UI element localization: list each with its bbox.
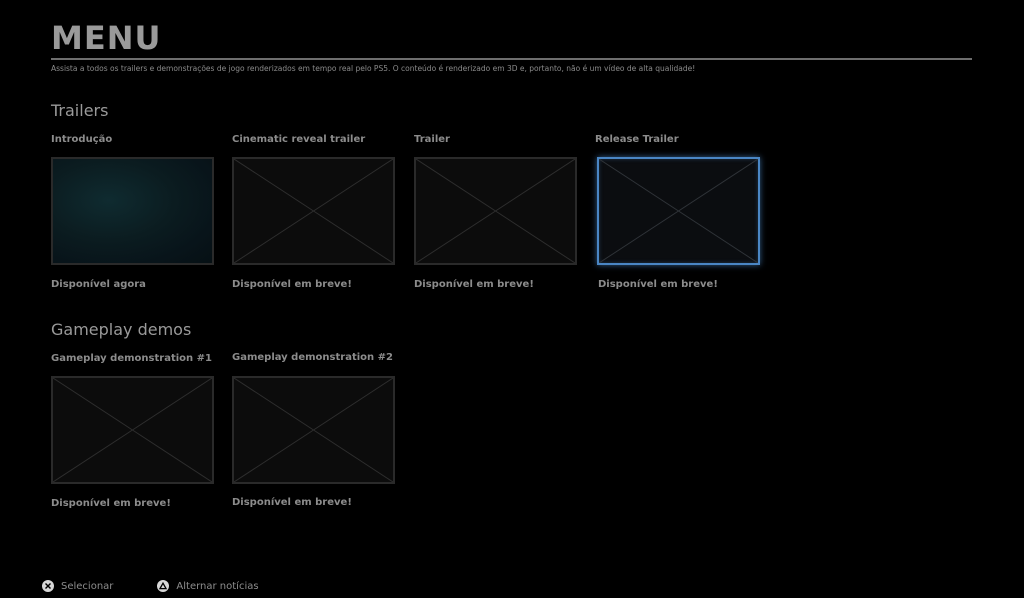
video-card-status: Disponível em breve! (51, 498, 171, 509)
placeholder-cross-icon (416, 159, 575, 263)
placeholder-cross-icon (234, 378, 393, 482)
video-thumbnail-placeholder[interactable] (51, 376, 214, 484)
video-card-cinematic-reveal-trailer[interactable] (232, 133, 400, 290)
cross-button-icon (42, 580, 54, 592)
video-card-label: Gameplay demonstration #1 (51, 353, 212, 364)
toggle-news-action-label: Alternar notícias (176, 580, 259, 592)
select-action-label: Selecionar (61, 580, 114, 592)
placeholder-cross-icon (234, 159, 393, 263)
placeholder-cross-icon (53, 378, 212, 482)
header-divider (51, 58, 972, 60)
video-card-label: Cinematic reveal trailer (232, 134, 366, 145)
video-card-status: Disponível em breve! (232, 279, 352, 290)
video-card-introducao[interactable] (51, 133, 219, 290)
page-subtitle: Assista a todos os trailers e demonstrações de jogo renderizados em tempo real pelo PS5. O conteúdo é renderizado em 3D e, portanto, não é um vídeo de alta qualidade! (51, 64, 696, 73)
page-title: MENU (51, 19, 162, 57)
video-thumbnail-placeholder-selected[interactable] (597, 157, 760, 265)
video-card-gameplay-demonstration-2[interactable] (232, 351, 400, 508)
video-card-status: Disponível em breve! (598, 279, 718, 290)
controls-footer (42, 580, 303, 592)
video-card-gameplay-demonstration-1[interactable] (51, 352, 219, 509)
video-thumbnail-placeholder[interactable] (414, 157, 577, 265)
header (51, 18, 972, 73)
section-title-trailers: Trailers (51, 101, 109, 120)
video-card-status: Disponível agora (51, 279, 146, 290)
video-card-label: Trailer (414, 134, 450, 145)
toggle-news-action[interactable] (157, 580, 258, 592)
video-card-label: Release Trailer (595, 134, 679, 145)
video-card-label: Introdução (51, 134, 113, 145)
video-card-trailer[interactable] (414, 133, 582, 290)
placeholder-cross-icon (599, 159, 758, 263)
video-card-label: Gameplay demonstration #2 (232, 352, 393, 363)
video-card-status: Disponível em breve! (232, 497, 352, 508)
video-thumbnail[interactable] (51, 157, 214, 265)
video-card-status: Disponível em breve! (414, 279, 534, 290)
section-title-gameplay-demos: Gameplay demos (51, 320, 192, 339)
video-card-release-trailer[interactable] (595, 133, 763, 290)
triangle-button-icon (157, 580, 169, 592)
video-thumbnail-placeholder[interactable] (232, 157, 395, 265)
select-action[interactable] (42, 580, 113, 592)
video-thumbnail-placeholder[interactable] (232, 376, 395, 484)
